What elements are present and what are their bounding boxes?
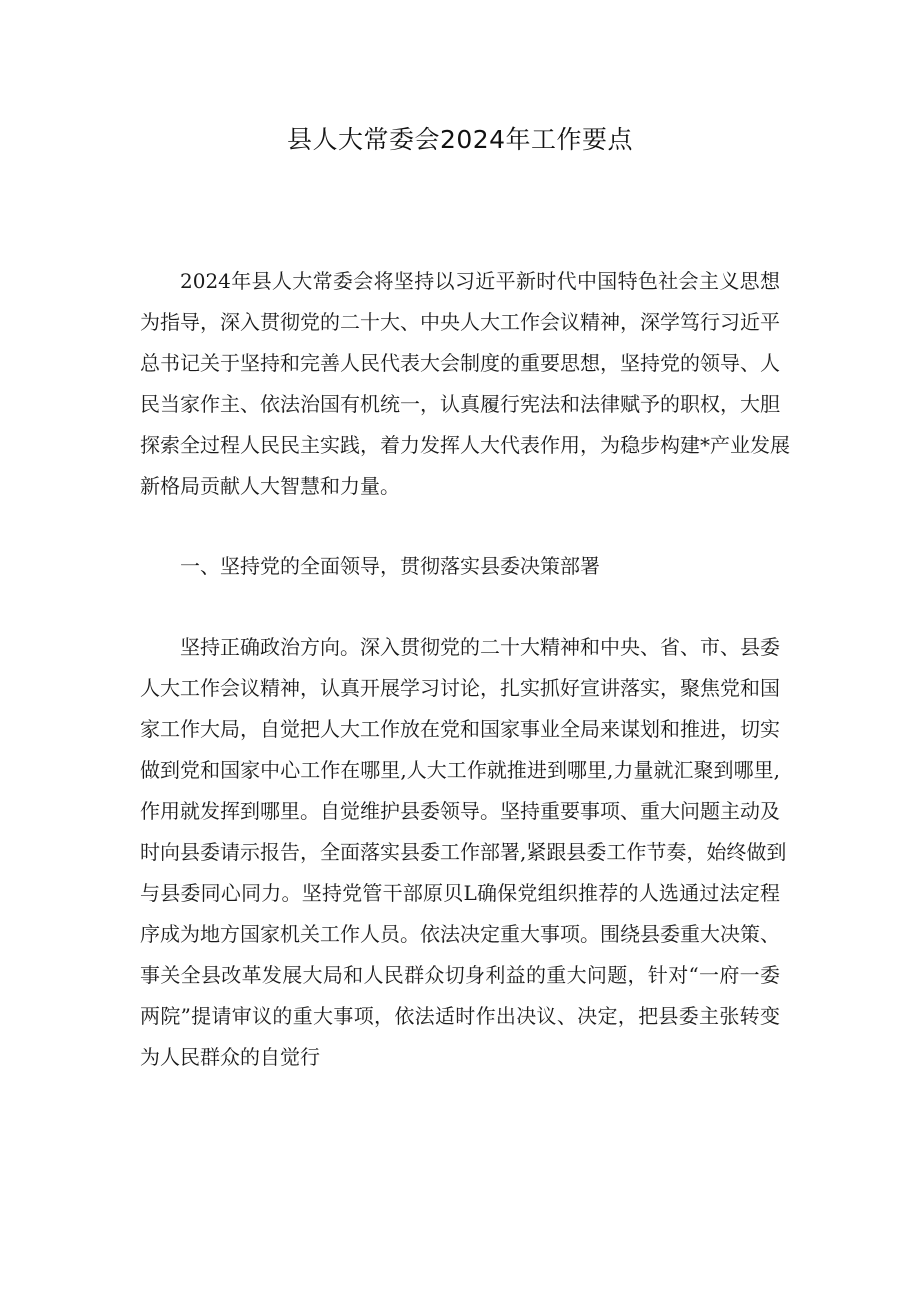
intro-line: 民当家作主、依法治国有机统一，认真履行宪法和法律赋予的职权，大胆 xyxy=(140,392,780,416)
body-line: 时向县委请示报告，全面落实县委工作部署,紧跟县委工作节奏，始终做到 xyxy=(140,840,787,864)
intro-line: 新格局贡献人大智慧和力量。 xyxy=(140,474,400,498)
document-title: 县人大常委会2024年工作要点 xyxy=(286,125,634,154)
body-line: 作用就发挥到哪里。自觉维护县委领导。坚持重要事项、重大问题主动及 xyxy=(140,799,780,823)
body-line: 坚持正确政治方向。深入贯彻党的二十大精神和中央、省、市、县委 xyxy=(180,635,780,659)
body-line: 家工作大局，自觉把人大工作放在党和国家事业全局来谋划和推进，切实 xyxy=(140,717,780,741)
body-line: 与县委同心同力。坚持党管干部原贝L确保党组织推荐的人选通过法定程 xyxy=(140,881,780,905)
intro-line: 探索全过程人民民主实践，着力发挥人大代表作用，为稳步构建*产业发展 xyxy=(140,433,790,457)
body-line: 人大工作会议精神，认真开展学习讨论，扎实抓好宣讲落实，聚焦党和国 xyxy=(140,676,780,700)
intro-line: 总书记关于坚持和完善人民代表大会制度的重要思想，坚持党的领导、人 xyxy=(140,351,780,375)
intro-line: 2024年县人大常委会将坚持以习近平新时代中国特色社会主义思想 xyxy=(180,269,780,293)
body-line: 为人民群众的自觉行 xyxy=(140,1045,320,1069)
body-line: 做到党和国家中心工作在哪里,人大工作就推进到哪里,力量就汇聚到哪里, xyxy=(140,758,780,782)
body-line: 两院”提请审议的重大事项，依法适时作出决议、决定，把县委主张转变 xyxy=(140,1004,780,1028)
body-line: 事关全县改革发展大局和人民群众切身利益的重大问题，针对“一府一委 xyxy=(140,963,780,987)
section-heading: 一、坚持党的全面领导，贯彻落实县委决策部署 xyxy=(180,554,600,578)
body-line: 序成为地方国家机关工作人员。依法决定重大事项。围绕县委重大决策、 xyxy=(140,922,780,946)
intro-line: 为指导，深入贯彻党的二十大、中央人大工作会议精神，深学笃行习近平 xyxy=(140,310,780,334)
